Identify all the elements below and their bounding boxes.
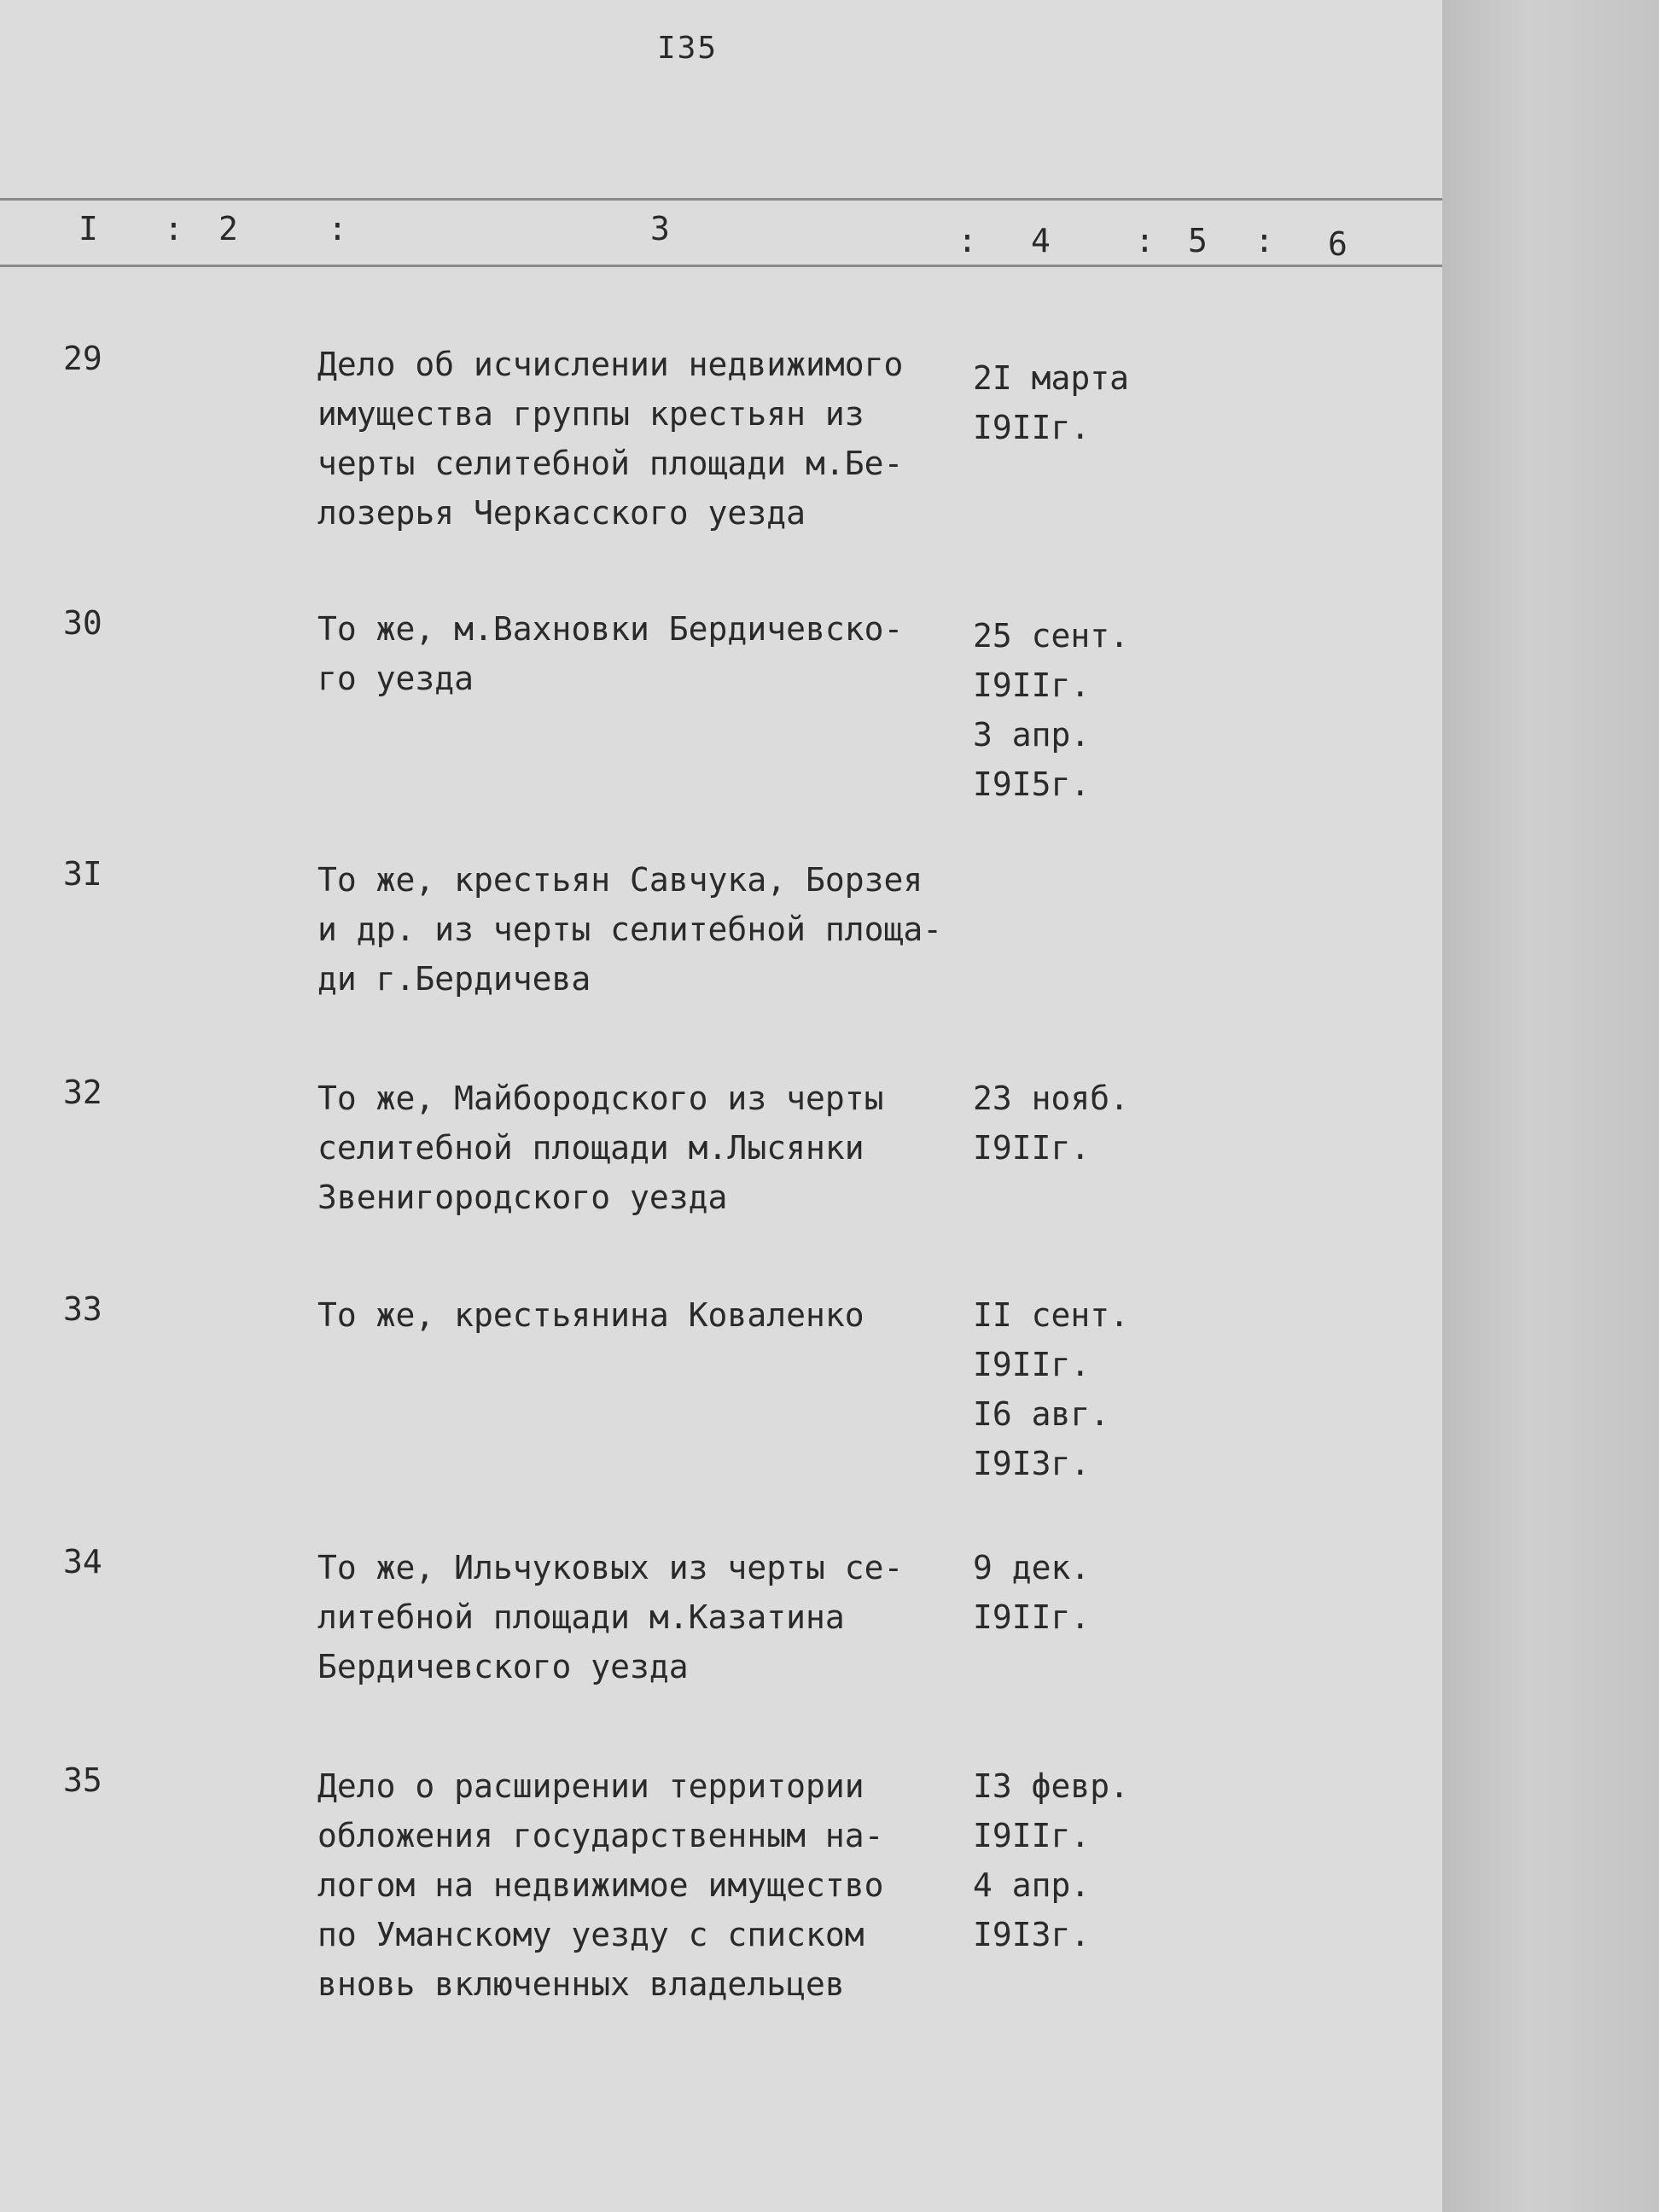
entry-title: То же, Майбородского из черты селитебной площади м.Лысянки Звенигородского уезда <box>317 1080 884 1216</box>
entry-date: I9I5г. <box>973 765 1091 803</box>
entry-number: 3I <box>63 855 102 893</box>
entry-number: 34 <box>63 1543 102 1580</box>
entry-dates <box>973 1761 1229 1959</box>
column-header-2: 2 <box>218 210 238 247</box>
entry-date: I9IIг. <box>973 1346 1091 1383</box>
entry-dates <box>973 1074 1229 1173</box>
column-header-4: 4 <box>1031 222 1051 259</box>
column-header-separator: : <box>1135 222 1155 259</box>
entry-date: I9IIг. <box>973 409 1091 446</box>
column-header-5: 5 <box>1188 222 1208 259</box>
header-rule-top <box>0 198 1442 201</box>
column-header-separator: : <box>1254 222 1274 259</box>
entry-date: I9IIг. <box>973 1129 1091 1167</box>
entry-dates <box>973 1543 1229 1642</box>
entry-date: I9IIг. <box>973 667 1091 704</box>
entry-number: 35 <box>63 1761 102 1799</box>
entry-date: 4 апр. <box>973 1866 1091 1904</box>
entry-date: I9I3г. <box>973 1916 1091 1953</box>
entry-title: То же, Ильчуковых из черты се- литебной площади м.Казатина Бердичевского уезда <box>317 1549 904 1685</box>
column-header-separator: : <box>328 210 347 247</box>
page-edge-shadow <box>1442 0 1659 2212</box>
column-header-6: 6 <box>1328 225 1348 263</box>
entry-date: I3 февр. <box>973 1767 1130 1805</box>
entry-date: I6 авг. <box>973 1395 1110 1433</box>
entry-title: Дело об исчислении недвижимого имущества группы крестьян из черты селитебной площади м.Бе- лозерья Черкасского уезда <box>317 346 904 532</box>
entry-title: То же, крестьянина Коваленко <box>317 1296 864 1334</box>
entry-title: То же, м.Вахновки Бердичевско- го уезда <box>317 610 904 697</box>
entry-dates <box>973 1290 1229 1488</box>
entry-date: I9I3г. <box>973 1445 1091 1482</box>
column-header-1: I <box>79 210 98 247</box>
entry-dates <box>973 353 1229 452</box>
entry-number: 29 <box>63 340 102 377</box>
entry-date: I9IIг. <box>973 1598 1091 1636</box>
entry-number: 30 <box>63 604 102 642</box>
entry-title: Дело о расширении территории обложения государственным на- логом на недвижимое имущество по Уманскому уезду с списком вновь включенных владельцев <box>317 1767 884 2003</box>
entry-number: 32 <box>63 1074 102 1111</box>
page-number: I35 <box>657 31 719 66</box>
entry-date: 9 дек. <box>973 1549 1091 1586</box>
column-header-row <box>0 210 1442 261</box>
entry-date: 2I марта <box>973 359 1130 397</box>
entry-date: 23 нояб. <box>973 1080 1130 1117</box>
entry-date: 25 сент. <box>973 617 1130 655</box>
entry-date: 3 апр. <box>973 716 1091 754</box>
header-rule-bottom <box>0 265 1442 267</box>
entry-date: I9IIг. <box>973 1817 1091 1854</box>
column-header-3: 3 <box>650 210 670 247</box>
entry-date: II сент. <box>973 1296 1130 1334</box>
entry-title: То же, крестьян Савчука, Борзея и др. из черты селитебной площа- ди г.Бердичева <box>317 861 943 998</box>
entry-dates <box>973 611 1229 809</box>
column-header-separator: : <box>164 210 183 247</box>
column-header-separator: : <box>958 222 977 259</box>
entry-number: 33 <box>63 1290 102 1328</box>
